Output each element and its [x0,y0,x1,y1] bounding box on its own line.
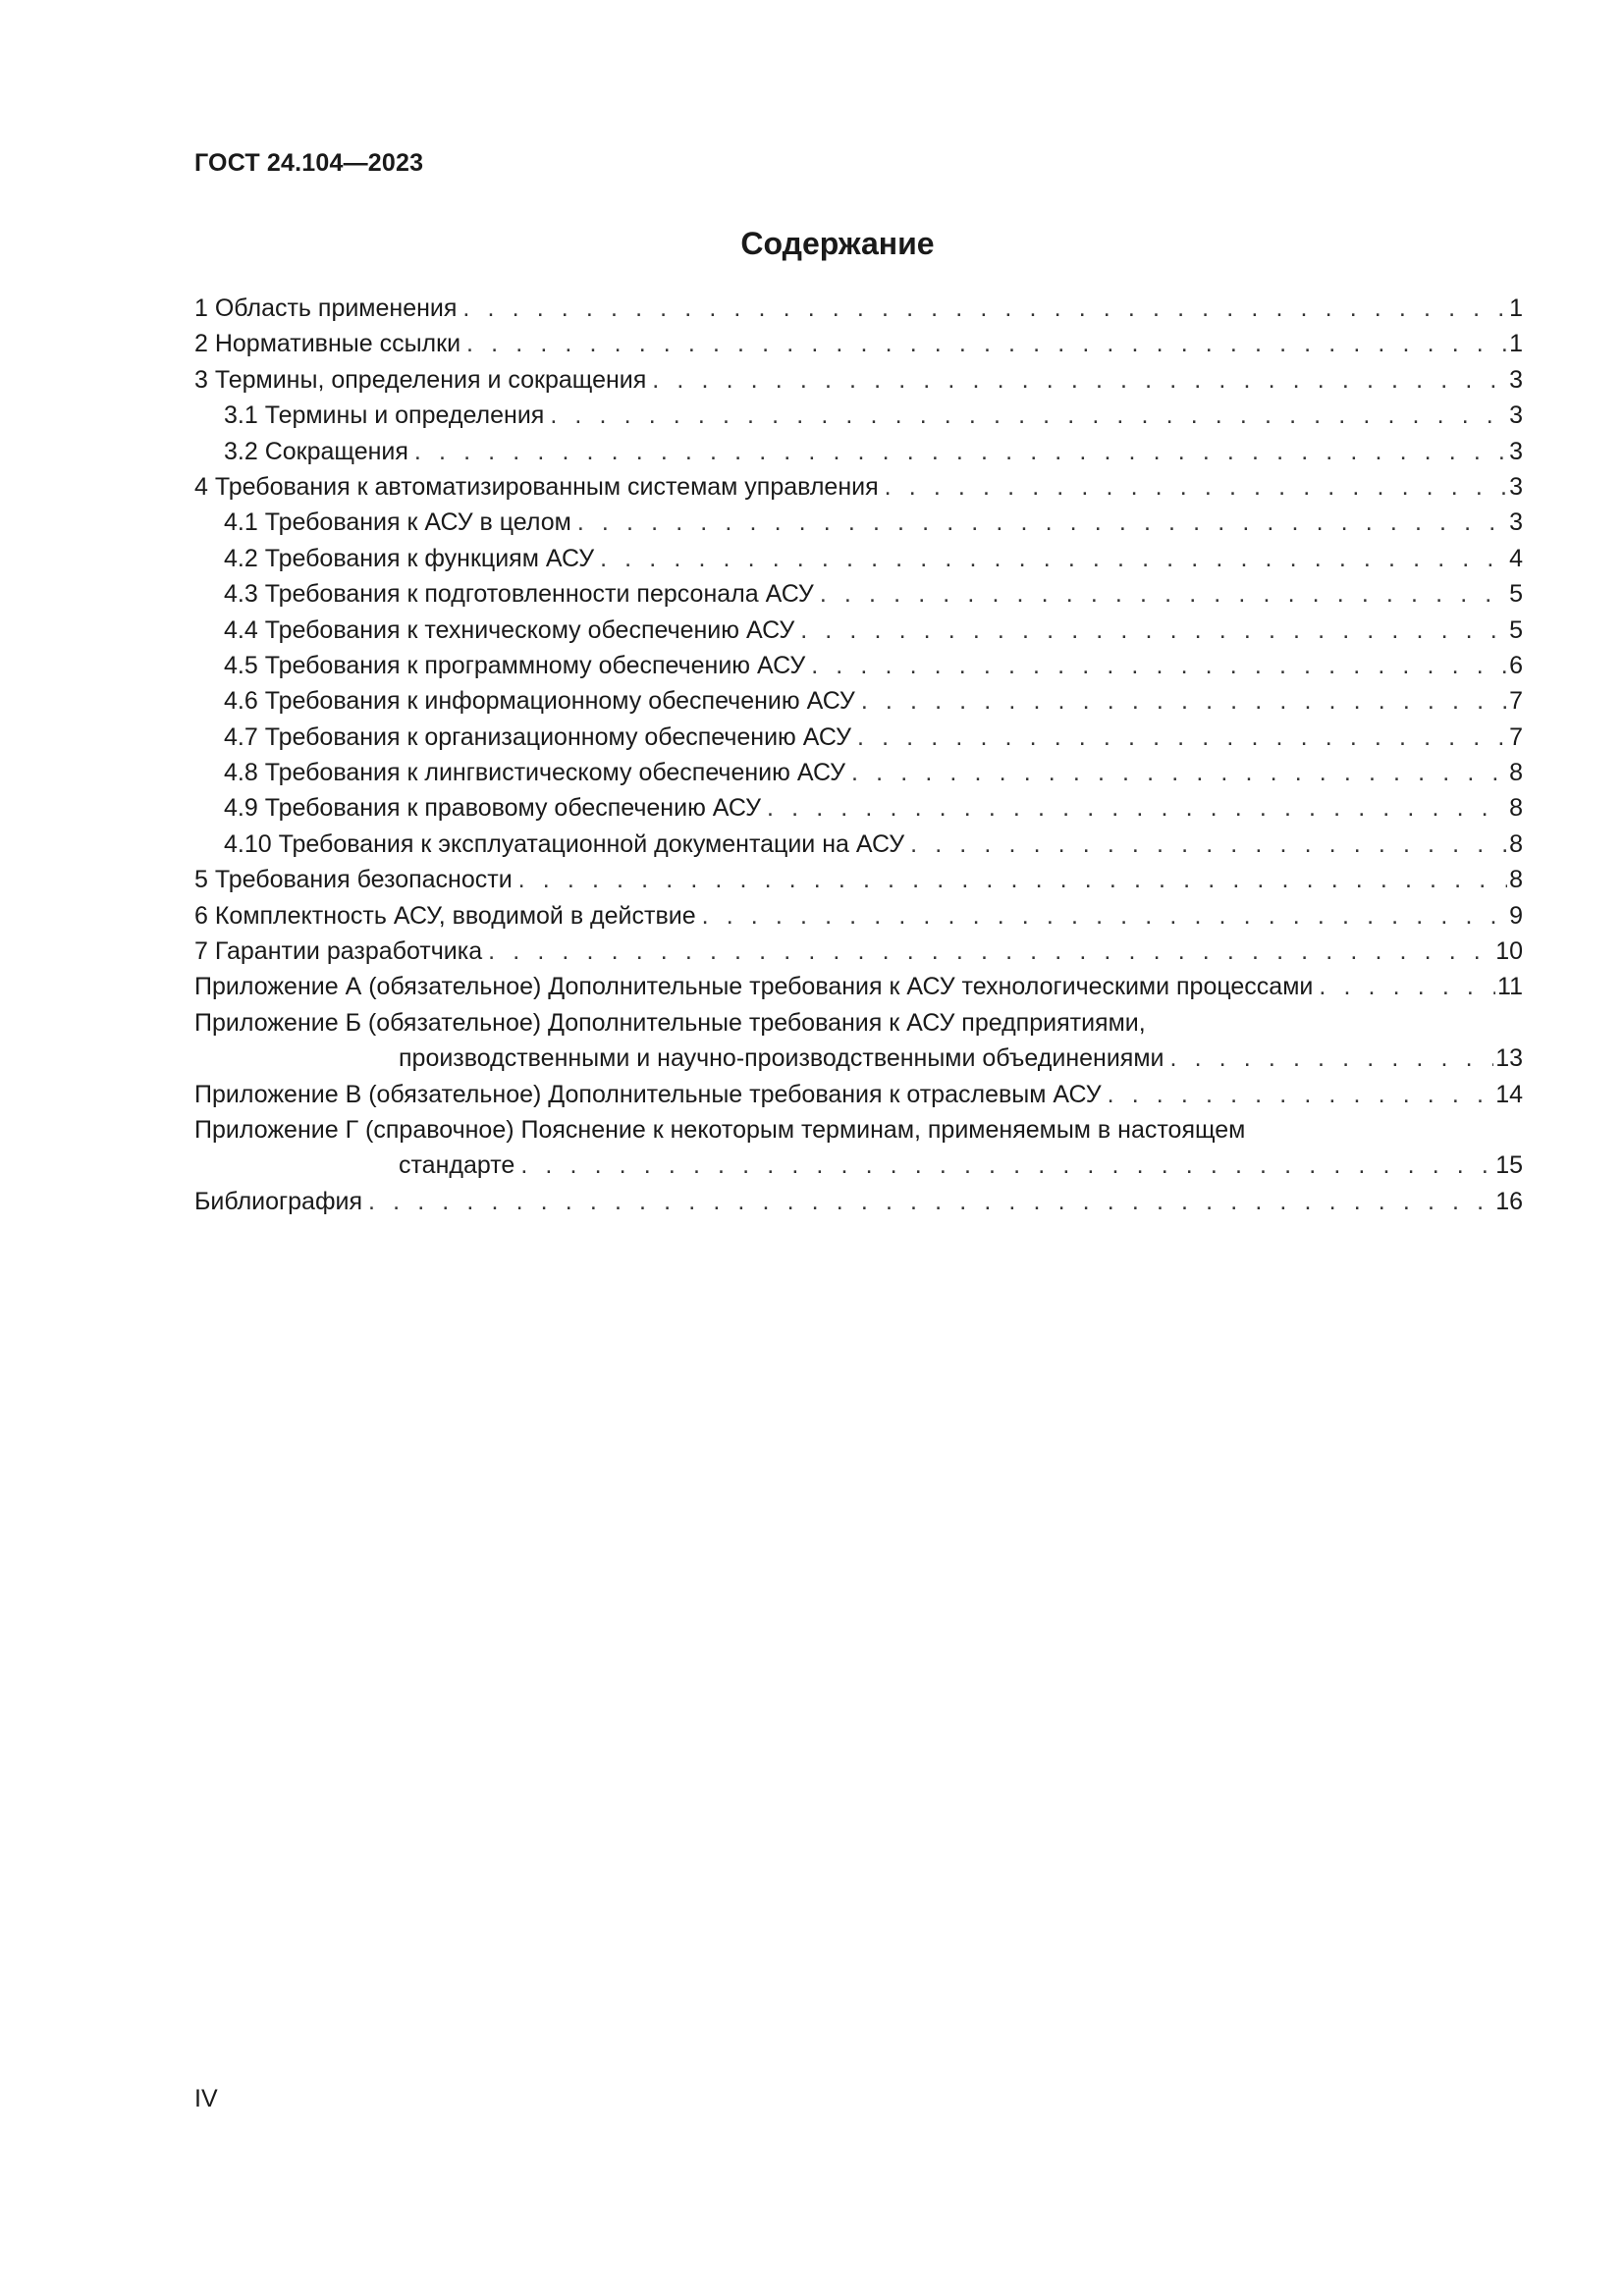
toc-entry-label: 4.7 Требования к организационному обеспечению АСУ [224,722,851,751]
toc-subentry[interactable] [194,648,1523,683]
toc-entry-label: 3.2 Сокращения [224,437,408,465]
toc-entry-page: 15 [1495,1151,1523,1180]
toc-entry-label: 4.10 Требования к эксплуатационной документации на АСУ [224,829,905,858]
toc-entry-label: 3 Термины, определения и сокращения [194,365,647,394]
toc-leader-dots [520,1148,1493,1183]
table-of-contents [194,291,1523,1219]
toc-entry[interactable] [194,362,1523,398]
toc-entry-page: 10 [1495,937,1523,966]
toc-leader-dots [800,613,1507,648]
toc-entry-page: 9 [1509,901,1523,930]
toc-entry[interactable] [194,862,1523,897]
toc-entry-label: Приложение А (обязательное) Дополнительные требования к АСУ технологическими процессами [194,973,1314,1001]
toc-leader-dots [1108,1077,1494,1112]
toc-subentry[interactable] [194,790,1523,826]
toc-entry-page: 3 [1509,401,1523,430]
toc-entry-page: 1 [1509,330,1523,358]
toc-entry[interactable] [194,326,1523,361]
toc-leader-dots [1170,1041,1494,1076]
toc-leader-dots [488,934,1493,969]
toc-appendix-entry[interactable] [194,1077,1523,1112]
toc-appendix-entry-continuation[interactable] [194,1148,1523,1183]
toc-entry-label: стандарте [399,1151,515,1180]
toc-entry-label: 4.4 Требования к техническому обеспечению АСУ [224,615,795,644]
toc-entry-label: 4.5 Требования к программному обеспечению АСУ [224,651,806,679]
toc-appendix-entry-continuation[interactable] [194,1041,1523,1076]
toc-entry-label: Приложение Г (справочное) Пояснение к некоторым терминам, применяемым в настоящем [194,1115,1246,1144]
toc-entry-page: 5 [1509,580,1523,609]
toc-leader-dots [600,541,1507,576]
toc-leader-dots [811,648,1507,683]
toc-appendix-entry[interactable] [194,969,1523,1004]
toc-subentry[interactable] [194,541,1523,576]
toc-entry-page: 7 [1509,722,1523,751]
toc-leader-dots [851,755,1507,790]
toc-entry-page: 1 [1509,294,1523,322]
toc-entry-label: 5 Требования безопасности [194,866,513,894]
page-number: IV [194,2085,218,2112]
toc-entry-page: 8 [1509,759,1523,787]
toc-entry-label: 3.1 Термины и определения [224,401,545,430]
toc-entry-label: Приложение Б (обязательное) Дополнительные требования к АСУ предприятиями, [194,1008,1146,1037]
toc-leader-dots [368,1184,1493,1219]
toc-entry-page: 8 [1509,829,1523,858]
toc-entry-page: 6 [1509,651,1523,679]
toc-appendix-entry[interactable] [194,1005,1523,1041]
toc-entry[interactable] [194,1184,1523,1219]
toc-entry-page: 8 [1509,866,1523,894]
toc-leader-dots [820,576,1507,612]
toc-leader-dots [414,434,1507,469]
toc-entry-label: 4.8 Требования к лингвистическому обеспечению АСУ [224,759,846,787]
toc-leader-dots [652,362,1507,398]
toc-entry-page: 8 [1509,794,1523,823]
toc-subentry[interactable] [194,398,1523,433]
toc-leader-dots [702,898,1507,934]
toc-entry[interactable] [194,291,1523,326]
toc-entry-page: 3 [1509,508,1523,537]
toc-entry-label: 7 Гарантии разработчика [194,937,483,966]
toc-leader-dots [910,827,1507,862]
toc-leader-dots [1319,969,1495,1004]
toc-entry-page: 16 [1495,1187,1523,1215]
toc-entry-page: 7 [1509,687,1523,716]
toc-subentry[interactable] [194,720,1523,755]
toc-leader-dots [466,326,1507,361]
toc-leader-dots [857,720,1507,755]
toc-subentry[interactable] [194,683,1523,719]
toc-leader-dots [577,505,1507,540]
toc-entry-page: 4 [1509,544,1523,572]
toc-subentry[interactable] [194,827,1523,862]
toc-entry[interactable] [194,898,1523,934]
toc-entry-page: 11 [1497,973,1523,1001]
toc-leader-dots [518,862,1507,897]
toc-entry-page: 3 [1509,472,1523,501]
toc-subentry[interactable] [194,755,1523,790]
toc-entry-label: 6 Комплектность АСУ, вводимой в действие [194,901,696,930]
toc-entry-label: 4.9 Требования к правовому обеспечению АСУ [224,794,762,823]
toc-entry-label: 4.2 Требования к функциям АСУ [224,544,595,572]
toc-entry-page: 3 [1509,365,1523,394]
toc-entry-label: производственными и научно-производственными объединениями [399,1044,1164,1073]
toc-entry-label: 1 Область применения [194,294,458,322]
toc-leader-dots [550,398,1507,433]
toc-title: Содержание [740,226,935,261]
toc-entry-label: Приложение В (обязательное) Дополнительные требования к отраслевым АСУ [194,1080,1102,1108]
toc-subentry[interactable] [194,613,1523,648]
toc-subentry[interactable] [194,505,1523,540]
toc-entry-page: 13 [1495,1044,1523,1073]
toc-entry-label: 4 Требования к автоматизированным системам управления [194,472,879,501]
toc-entry-label: 2 Нормативные ссылки [194,330,461,358]
toc-entry-label: 4.1 Требования к АСУ в целом [224,508,571,537]
toc-appendix-entry[interactable] [194,1112,1523,1148]
toc-entry-label: 4.6 Требования к информационному обеспечению АСУ [224,687,855,716]
toc-leader-dots [462,291,1507,326]
toc-entry-label: Библиография [194,1187,363,1215]
toc-entry-page: 14 [1495,1080,1523,1108]
toc-leader-dots [861,683,1507,719]
toc-entry-page: 5 [1509,615,1523,644]
toc-entry[interactable] [194,934,1523,969]
toc-leader-dots [885,469,1507,505]
toc-entry-label: 4.3 Требования к подготовленности персонала АСУ [224,580,814,609]
toc-entry-page: 3 [1509,437,1523,465]
toc-entry[interactable] [194,469,1523,505]
toc-subentry[interactable] [194,576,1523,612]
toc-leader-dots [767,790,1507,826]
document-code: ГОСТ 24.104—2023 [194,149,424,177]
toc-subentry[interactable] [194,434,1523,469]
